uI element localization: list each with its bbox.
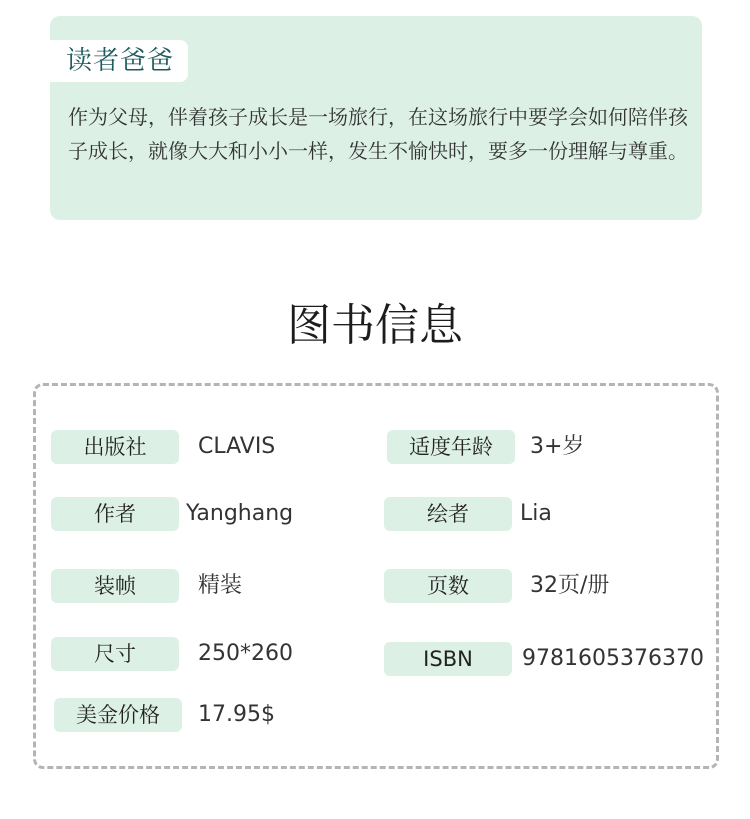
illustrator-label: 绘者 [384, 497, 512, 531]
price-value: 17.95$ [198, 702, 275, 727]
age-label: 适度年龄 [387, 430, 515, 464]
reviewer-tag: 读者爸爸 [50, 40, 188, 82]
book-info-box [33, 383, 719, 769]
review-text: 作为父母，伴着孩子成长是一场旅行，在这场旅行中要学会如何陪伴孩子成长，就像大大和小小一样，发生不愉快时，要多一份理解与尊重。 [68, 105, 688, 163]
size-value: 250*260 [198, 641, 293, 666]
reader-review-card [50, 16, 702, 220]
isbn-value: 9781605376370 [522, 646, 704, 671]
author-label: 作者 [51, 497, 179, 531]
age-value: 3+岁 [530, 434, 585, 459]
binding-label: 装帧 [51, 569, 179, 603]
price-label: 美金价格 [54, 698, 182, 732]
size-label: 尺寸 [51, 637, 179, 671]
section-title: 图书信息 [287, 300, 463, 351]
publisher-value: CLAVIS [198, 434, 276, 459]
pages-value: 32页/册 [530, 573, 610, 598]
binding-value: 精装 [198, 573, 243, 598]
author-value: Yanghang [186, 501, 294, 526]
publisher-label: 出版社 [51, 430, 179, 464]
pages-label: 页数 [384, 569, 512, 603]
illustrator-value: Lia [520, 501, 552, 526]
isbn-label: ISBN [384, 642, 512, 676]
